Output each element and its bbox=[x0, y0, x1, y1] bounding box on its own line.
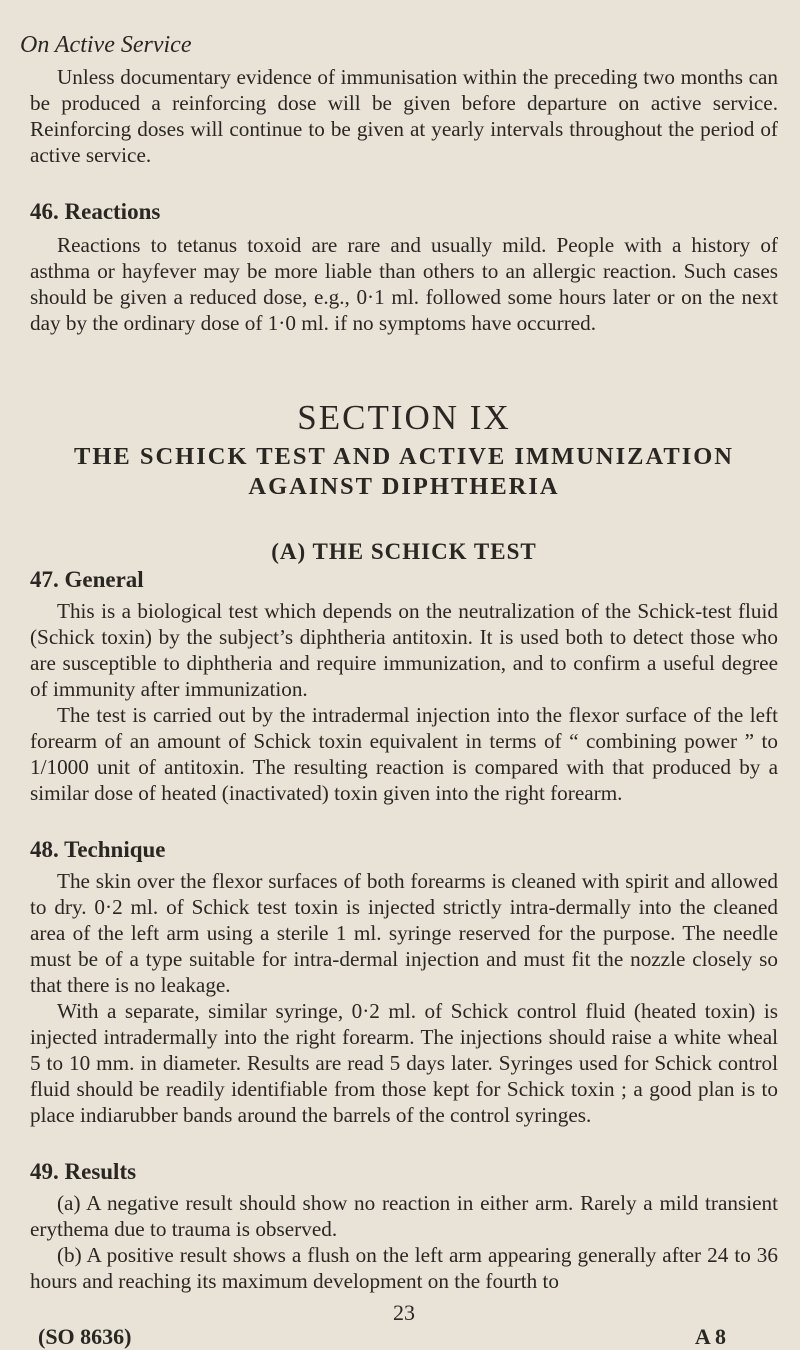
heading-48-technique: 48. Technique bbox=[30, 837, 166, 862]
paragraph-results-b: (b) A positive result shows a flush on the left arm appearing generally after 24 to 36 hours and reaching its maximum development on the fourth to bbox=[30, 1243, 778, 1293]
main-title-line-2: AGAINST DIPHTHERIA bbox=[248, 473, 560, 500]
paragraph-general-2: The test is carried out by the intradermal injection into the flexor surface of the left forearm of an amount of Schick toxin equivalent in terms of “ combining power ” to 1/1000 unit of antitoxin. The resulting reaction is compared with that produced by a similar dose of heated (inactivated) toxin given into the right forearm. bbox=[30, 703, 778, 805]
heading-46-reactions: 46. Reactions bbox=[30, 199, 161, 224]
paragraph-results-a: (a) A negative result should show no reaction in either arm. Rarely a mild transient erythema due to trauma is observed. bbox=[30, 1191, 778, 1241]
paragraph-reactions: Reactions to tetanus toxoid are rare and usually mild. People with a history of asthma or hayfever may be more liable than others to an allergic reaction. Such cases should be given a reduced dose, e.g., 0·1 ml. followed some hours later or on the next day by the ordinary dose of 1·0 ml. if no symptoms have occurred. bbox=[30, 233, 778, 335]
subsection-heading-on-active-service: On Active Service bbox=[20, 32, 192, 58]
paragraph-on-active-service: Unless documentary evidence of immunisation within the preceding two months can be produced a reinforcing dose will be given before departure on active service. Reinforcing doses will continue to be given at yearly intervals throughout the period of active service. bbox=[30, 65, 778, 167]
footer-signature: A 8 bbox=[694, 1324, 726, 1349]
paragraph-general-1: This is a biological test which depends on the neutralization of the Schick-test fluid (Schick toxin) by the subject’s diphtheria antitoxin. It is used both to detect those who are susceptible to diphtheria and require immunization, and to confirm a useful degree of immunity after immunization. bbox=[30, 599, 778, 701]
paragraph-technique-2: With a separate, similar syringe, 0·2 ml. of Schick control fluid (heated toxin) is injected intradermally into the right forearm. The injections should raise a white wheal 5 to 10 mm. in diameter. Results are read 5 days later. Syringes used for Schick control fluid should be readily identifiable from those kept for Schick toxin ; a good plan is to place indiarubber bands around the barrels of the control syringes. bbox=[30, 999, 778, 1127]
footer-code: (SO 8636) bbox=[38, 1324, 132, 1349]
main-title-line-1: THE SCHICK TEST AND ACTIVE IMMUNIZATION bbox=[73, 443, 734, 470]
page-number: 23 bbox=[393, 1300, 415, 1325]
page-footer bbox=[30, 1324, 778, 1350]
subsection-title-schick-test: (A) THE SCHICK TEST bbox=[271, 539, 537, 564]
heading-47-general: 47. General bbox=[30, 567, 144, 592]
section-title: SECTION IX bbox=[297, 398, 511, 437]
heading-49-results: 49. Results bbox=[30, 1159, 137, 1184]
paragraph-technique-1: The skin over the flexor surfaces of both forearms is cleaned with spirit and allowed to dry. 0·2 ml. of Schick test toxin is injected strictly intra-dermally into the cleaned area of the left arm using a sterile 1 ml. syringe reserved for the purpose. The needle must be of a type suitable for intra-dermal injection and must fit the nozzle closely so that there is no leakage. bbox=[30, 869, 778, 997]
